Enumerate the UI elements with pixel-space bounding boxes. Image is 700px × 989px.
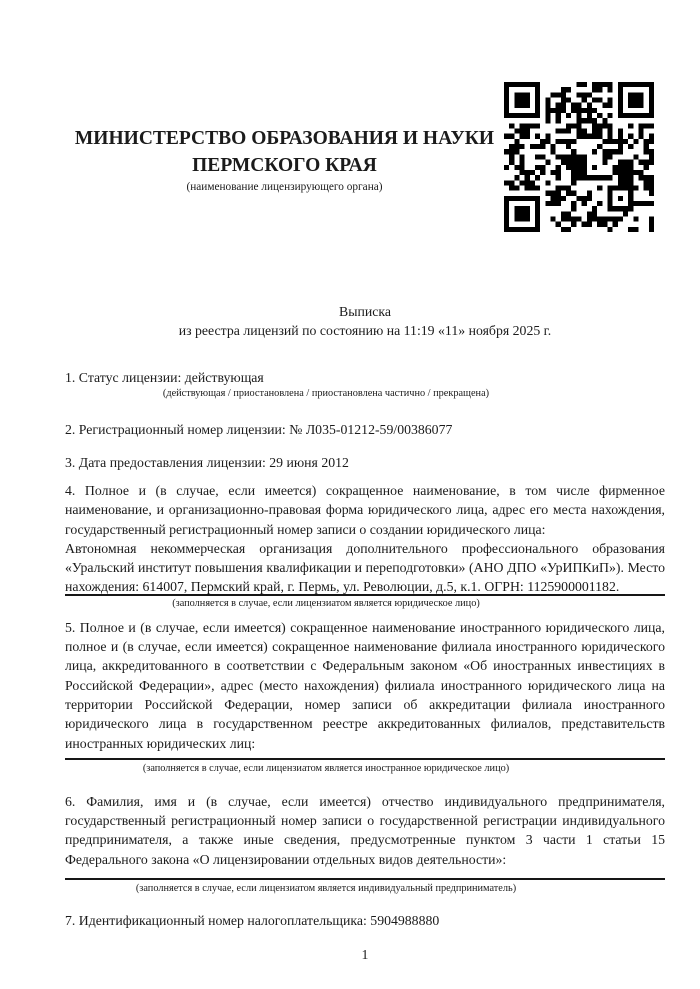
licensing-authority-caption: (наименование лицензирующего органа) xyxy=(186,181,383,194)
fill-line-foreign-entity xyxy=(65,758,665,760)
item-6-caption: (заполняется в случае, если лицензиатом является индивидуальный предприниматель) xyxy=(135,883,517,895)
header xyxy=(65,82,665,232)
document-title-line1: Выписка xyxy=(339,304,391,319)
page-number: 1 xyxy=(361,947,369,963)
item-4-legal-entity-label: 4. Полное и (в случае, если имеется) сокращенное наименование, в том числе фирменное наименование, и организационно-правовая форма юридического лица, адрес его места нахождения, государственный регистрационный номер записи о создании юридического лица: xyxy=(65,482,665,537)
item-4-caption: (заполняется в случае, если лицензиатом является юридическое лицо) xyxy=(172,597,480,609)
licensing-authority-block xyxy=(65,82,504,194)
item-1-caption: (действующая / приостановлена / приостановлена частично / прекращена) xyxy=(162,387,490,399)
item-2-registration-number: 2. Регистрационный номер лицензии: № Л035-01212-59/00386077 xyxy=(65,421,453,437)
document-title-line2: из реестра лицензий по состоянию на 11:19 «11» ноября 2025 г. xyxy=(178,323,552,339)
item-7-taxpayer-number: 7. Идентификационный номер налогоплательщика: 5904988880 xyxy=(65,913,440,929)
item-1-license-status: 1. Статус лицензии: действующая xyxy=(65,369,264,385)
licensing-authority-name xyxy=(65,126,504,179)
ministry-name-line2: ПЕРМСКОГО КРАЯ xyxy=(192,154,377,176)
item-6-entrepreneur-label: 6. Фамилия, имя и (в случае, если имеется) отчество индивидуального предпринимателя, государственный регистрационный номер записи о государственной регистрации индивидуального предпринимателя, а также иные сведения, предусмотренные пунктом 3 части 1 статьи 15 Федерального закона «О лицензировании отдельных видов деятельности»: xyxy=(65,793,665,867)
item-3-license-date: 3. Дата предоставления лицензии: 29 июня 2012 xyxy=(65,454,349,470)
ministry-name-line1: МИНИСТЕРСТВО ОБРАЗОВАНИЯ И НАУКИ xyxy=(74,128,495,149)
item-4-legal-entity-value: Автономная некоммерческая организация дополнительного профессионального образования «Уральский институт повышения квалификации и переподготовки» (АНО ДПО «УрИПКиП»). Место нахождения: 614007, Пермский край, г. Пермь, ул. Революции, д.5, к.1. ОГРН: 1125900001182. xyxy=(65,540,665,595)
qr-code-icon xyxy=(504,82,654,232)
item-5-caption: (заполняется в случае, если лицензиатом является иностранное юридическое лицо) xyxy=(142,762,510,774)
document-title xyxy=(65,302,665,341)
fill-line-entrepreneur xyxy=(65,878,665,880)
item-5-foreign-entity-label: 5. Полное и (в случае, если имеется) сокращенное наименование иностранного юридического лица, полное и (в случае, если имеется) сокращенное наименование филиала иностранного юридического лица, аккредитованного в соответствии с Федеральным законом «Об иностранных инвестициях в Российской Федерации», адрес (место нахождения) филиала иностранного юридического лица на территории Российской Федерации, номер записи об аккредитации филиала иностранного юридического лица в государственном реестре аккредитованных филиалов, представительств иностранных юридических лиц: xyxy=(65,619,665,751)
